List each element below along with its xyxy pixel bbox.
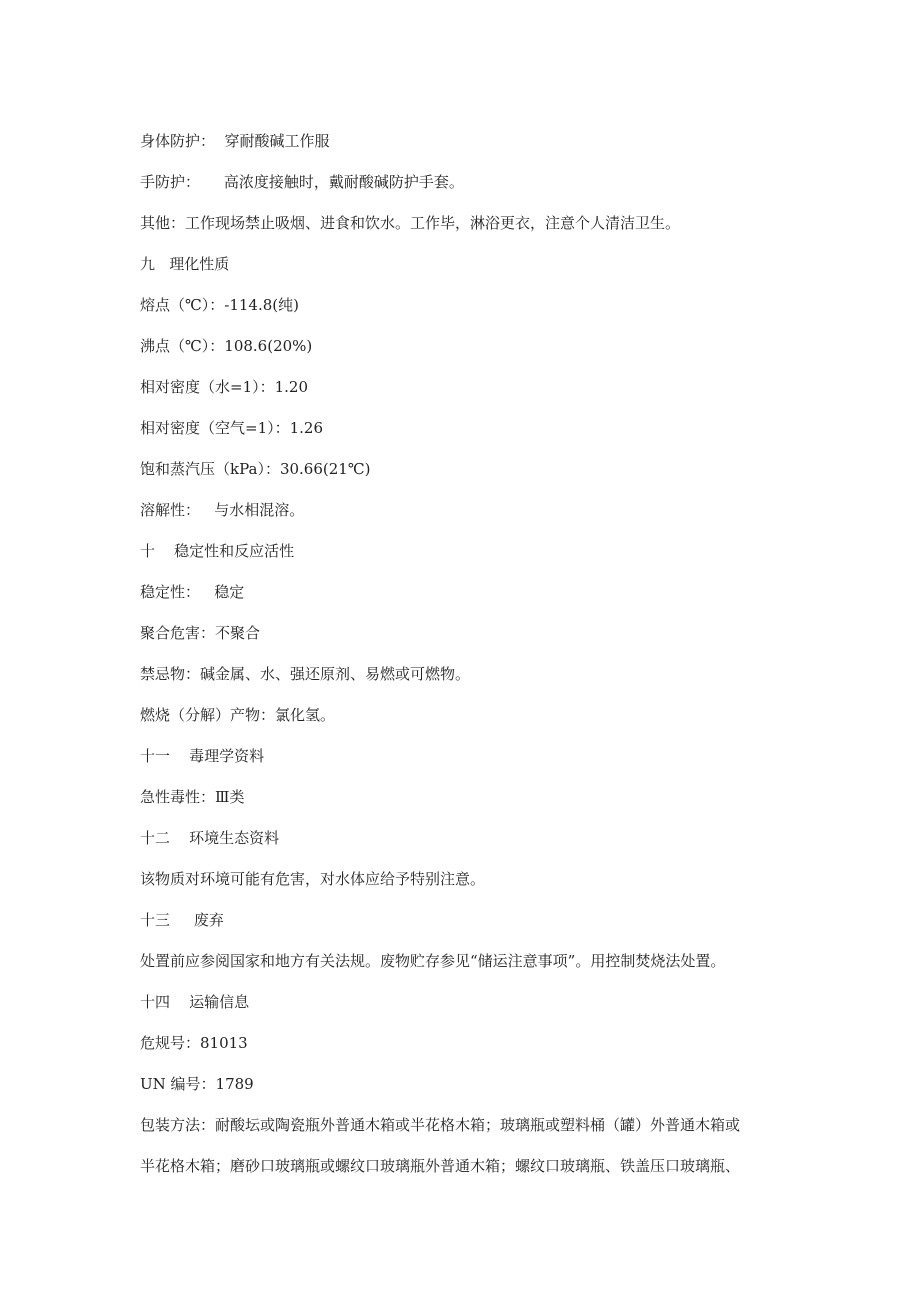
dangerous-goods-number-line: 危规号：81013: [140, 1034, 248, 1052]
acute-toxicity-line: 急性毒性：Ⅲ类: [140, 788, 245, 806]
section-heading-9: 九 理化性质: [140, 255, 230, 273]
melting-point-line: 熔点（℃）：-114.8(纯): [140, 296, 299, 314]
combustion-products-line: 燃烧（分解）产物：氯化氢。: [140, 706, 336, 724]
relative-density-air-line: 相对密度（空气=1）：1.26: [140, 419, 324, 437]
un-number-line: UN 编号：1789: [140, 1075, 254, 1093]
vapor-pressure-line: 饱和蒸汽压（kPa）：30.66(21℃): [140, 460, 371, 478]
hand-protection-line: 手防护： 高浓度接触时，戴耐酸碱防护手套。: [140, 173, 464, 191]
packaging-method-line-1: 包装方法：耐酸坛或陶瓷瓶外普通木箱或半花格木箱；玻璃瓶或塑料桶（罐）外普通木箱或: [140, 1116, 741, 1134]
disposal-line: 处置前应参阅国家和地方有关法规。废物贮存参见“储运注意事项”。用控制焚烧法处置。: [140, 952, 726, 970]
incompatible-materials-line: 禁忌物：碱金属、水、强还原剂、易燃或可燃物。: [140, 665, 471, 683]
section-heading-10: 十 稳定性和反应活性: [140, 542, 295, 560]
section-heading-14: 十四 运输信息: [140, 993, 250, 1011]
ecological-note-line: 该物质对环境可能有危害，对水体应给予特别注意。: [140, 870, 486, 888]
other-protection-line: 其他：工作现场禁止吸烟、进食和饮水。工作毕，淋浴更衣，注意个人清洁卫生。: [140, 214, 681, 232]
body-protection-line: 身体防护： 穿耐酸碱工作服: [140, 132, 330, 150]
section-heading-12: 十二 环境生态资料: [140, 829, 280, 847]
boiling-point-line: 沸点（℃）：108.6(20%): [140, 337, 313, 355]
relative-density-water-line: 相对密度（水=1）：1.20: [140, 378, 309, 396]
packaging-method-line-2: 半花格木箱；磨砂口玻璃瓶或螺纹口玻璃瓶外普通木箱；螺纹口玻璃瓶、铁盖压口玻璃瓶、: [140, 1157, 741, 1175]
polymerization-hazard-line: 聚合危害：不聚合: [140, 624, 261, 642]
solubility-line: 溶解性： 与水相混溶。: [140, 501, 305, 519]
section-heading-11: 十一 毒理学资料: [140, 747, 265, 765]
stability-line: 稳定性： 稳定: [140, 583, 245, 601]
section-heading-13: 十三 废弃: [140, 911, 224, 929]
